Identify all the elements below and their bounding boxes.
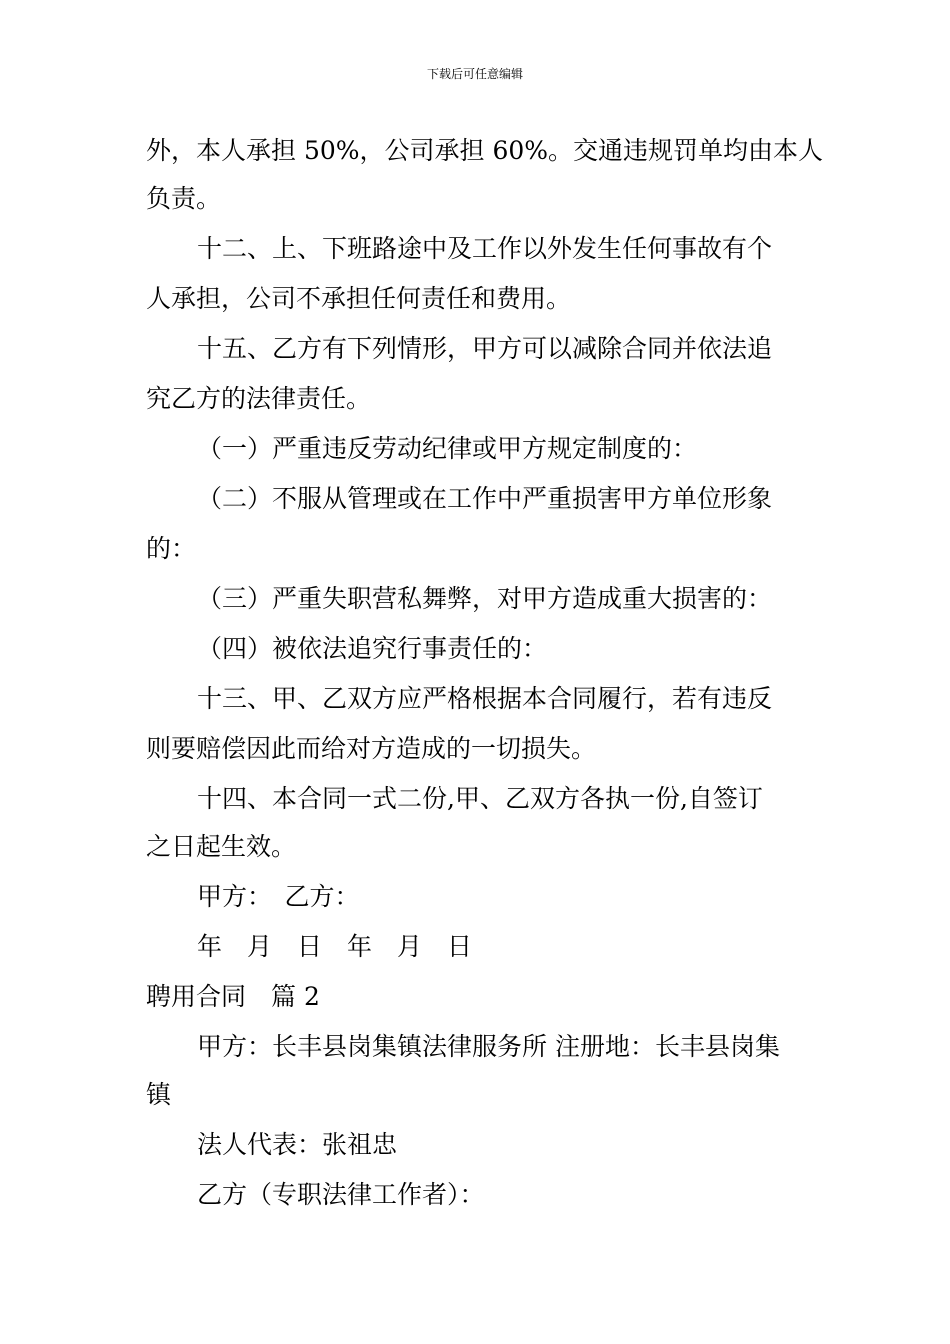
text-line: （二）不服从管理或在工作中严重损害甲方单位形象 <box>197 484 773 513</box>
signature-party-labels: 甲方： 乙方： <box>197 882 360 911</box>
text-line: 究乙方的法律责任。 <box>146 384 372 413</box>
text-line: 镇 <box>146 1080 172 1109</box>
text-line: 外，本人承担 50%，公司承担 60%。交通违规罚单均由本人 <box>146 136 824 165</box>
text-line: 则要赔偿因此而给对方造成的一切损失。 <box>146 734 597 763</box>
text-line: 法人代表：张祖忠 <box>197 1130 398 1159</box>
text-line: 十五、乙方有下列情形，甲方可以减除合同并依法追 <box>197 334 773 363</box>
text-line: 十二、上、下班路途中及工作以外发生任何事故有个 <box>197 234 773 263</box>
text-line: 乙方（专职法律工作者）： <box>197 1180 485 1209</box>
page-header: 下载后可任意编辑 <box>426 67 523 81</box>
text-line: 十三、甲、乙双方应严格根据本合同履行，若有违反 <box>197 684 773 713</box>
text-line: （三）严重失职营私舞弊，对甲方造成重大损害的： <box>197 584 773 613</box>
text-line: 之日起生效。 <box>146 832 297 861</box>
section-title: 聘用合同 篇 2 <box>146 982 320 1011</box>
text-line: （一）严重违反劳动纪律或甲方规定制度的： <box>197 434 698 463</box>
text-line: 甲方：长丰县岗集镇法律服务所 注册地：长丰县岗集 <box>197 1032 780 1061</box>
text-line: 的： <box>146 534 197 563</box>
text-line: 人承担，公司不承担任何责任和费用。 <box>146 284 572 313</box>
signature-date-labels: 年 月 日 年 月 日 <box>197 932 473 961</box>
text-line: （四）被依法追究行事责任的： <box>197 634 548 663</box>
text-line: 十四、本合同一式二份,甲、乙双方各执一份,自签订 <box>197 784 763 813</box>
text-line: 负责。 <box>146 184 222 213</box>
